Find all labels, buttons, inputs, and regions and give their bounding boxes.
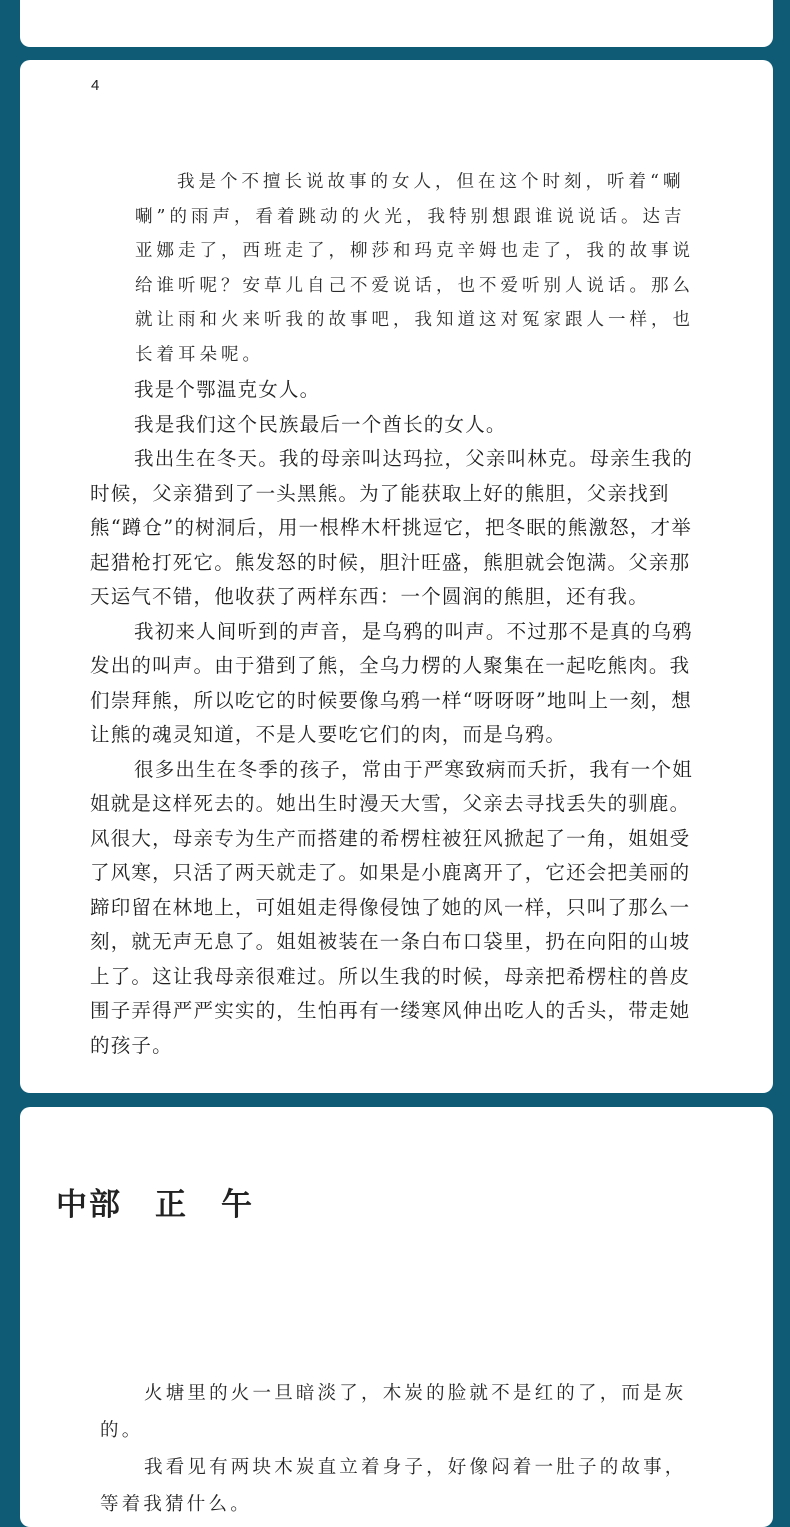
paragraph: 我是我们这个民族最后一个酋长的女人。 bbox=[134, 412, 507, 436]
previous-page-card bbox=[20, 0, 773, 47]
page-number: 4 bbox=[91, 77, 100, 94]
section-body-text bbox=[100, 1375, 708, 1523]
preface-text bbox=[135, 165, 695, 372]
preface-paragraph: 我是个不擅长说故事的女人，但在这个时刻，听着“唰唰”的雨声，看着跳动的火光，我特别想跟谁说说话。达吉亚娜走了，西班走了，柳莎和玛克辛姆也走了，我的故事说给谁听呢？安草儿自己不爱说话，也不爱听别人说话。那么就让雨和火来听我的故事吧，我知道这对冤家跟人一样，也长着耳朵呢。 bbox=[135, 172, 694, 365]
paragraph: 我看见有两块木炭直立着身子，好像闷着一肚子的故事，等着我猜什么。 bbox=[100, 1457, 687, 1515]
book-page-card bbox=[20, 60, 773, 1093]
section-heading: 中部 正 午 bbox=[56, 1187, 254, 1223]
chapter-body-text bbox=[90, 373, 700, 1063]
paragraph: 我出生在冬天。我的母亲叫达玛拉，父亲叫林克。母亲生我的时候，父亲猎到了一头黑熊。为了能获取上好的熊胆，父亲找到熊“蹲仓”的树洞后，用一根桦木杆挑逗它，把冬眠的熊激怒，才举起猎枪打死它。熊发怒的时候，胆汁旺盛，熊胆就会饱满。父亲那天运气不错，他收获了两样东西：一个圆润的熊胆，还有我。 bbox=[90, 447, 693, 608]
paragraph: 火塘里的火一旦暗淡了，木炭的脸就不是红的了，而是灰的。 bbox=[100, 1383, 687, 1441]
paragraph: 我初来人间听到的声音，是乌鸦的叫声。不过那不是真的乌鸦发出的叫声。由于猎到了熊，全乌力楞的人聚集在一起吃熊肉。我们崇拜熊，所以吃它的时候要像乌鸦一样“呀呀呀”地叫上一刻，想让熊的魂灵知道，不是人要吃它们的肉，而是乌鸦。 bbox=[90, 619, 693, 746]
paragraph: 很多出生在冬季的孩子，常由于严寒致病而夭折，我有一个姐姐就是这样死去的。她出生时漫天大雪，父亲去寻找丢失的驯鹿。风很大，母亲专为生产而搭建的希楞柱被狂风掀起了一角，姐姐受了风寒，只活了两天就走了。如果是小鹿离开了，它还会把美丽的蹄印留在林地上，可姐姐走得像侵蚀了她的风一样，只叫了那么一刻，就无声无息了。姐姐被装在一条白布口袋里，扔在向阳的山坡上了。这让我母亲很难过。所以生我的时候，母亲把希楞柱的兽皮围子弄得严严实实的，生怕再有一缕寒风伸出吃人的舌头，带走她的孩子。 bbox=[90, 757, 693, 1057]
section-page-card bbox=[20, 1107, 773, 1527]
paragraph: 我是个鄂温克女人。 bbox=[134, 378, 321, 401]
